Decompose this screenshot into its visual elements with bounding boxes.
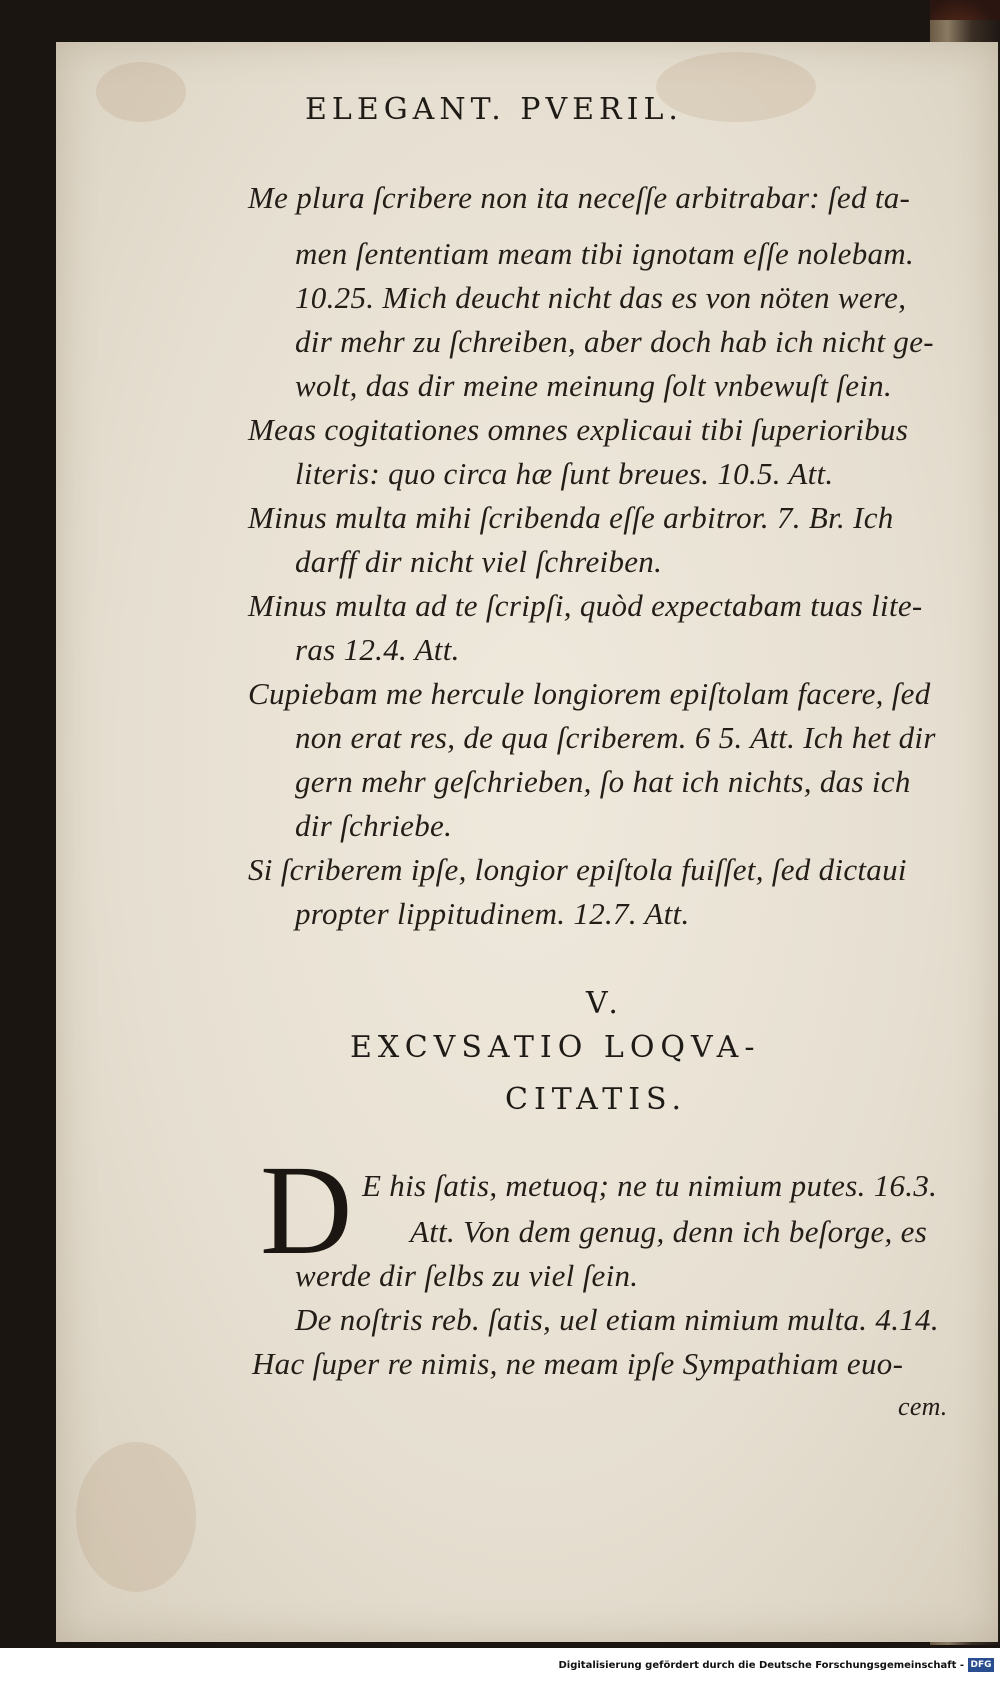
text-line: dir mehr zu ſchreiben, aber doch hab ich nicht ge-	[295, 324, 934, 359]
text-line: Cupiebam me hercule longiorem epiſtolam facere, ſed	[248, 676, 931, 711]
text-line: Minus multa ad te ſcripſi, quòd expectabam tuas lite-	[248, 588, 923, 623]
section-title: EXCVSATIO LOQVA-	[350, 1030, 761, 1065]
text-line: werde dir ſelbs zu viel ſein.	[295, 1258, 639, 1293]
text-line: non erat res, de qua ſcriberem. 6 5. Att. Ich het dir	[295, 720, 936, 755]
text-line: dir ſchriebe.	[295, 808, 453, 843]
running-head: ELEGANT. PVERIL.	[305, 92, 683, 127]
text-line: Meas cogitationes omnes explicaui tibi ſuperioribus	[248, 412, 909, 447]
text-line: propter lippitudinem. 12.7. Att.	[295, 896, 690, 931]
section-title: CITATIS.	[505, 1082, 688, 1117]
dfg-logo: DFG	[968, 1658, 994, 1672]
text-line: De noſtris reb. ſatis, uel etiam nimium multa. 4.14.	[295, 1302, 939, 1337]
footer	[0, 1648, 1000, 1696]
footer-credit: Digitalisierung gefördert durch die Deutsche Forschungsgemeinschaft -	[558, 1660, 964, 1671]
text-line: Me plura ſcribere non ita neceſſe arbitrabar: ſed ta-	[248, 180, 911, 215]
text-line: ras 12.4. Att.	[295, 632, 460, 667]
text-line: literis: quo circa hæ ſunt breues. 10.5. Att.	[295, 456, 834, 491]
text-line: E his ſatis, metuoq; ne tu nimium putes. 16.3.	[362, 1168, 938, 1203]
text-line: gern mehr geſchrieben, ſo hat ich nichts, das ich	[295, 764, 911, 799]
text-line: men ſententiam meam tibi ignotam eſſe nolebam.	[295, 236, 915, 271]
text-line: 10.25. Mich deucht nicht das es von nöten were,	[295, 280, 907, 315]
text-line: Si ſcriberem ipſe, longior epiſtola fuiſſet, ſed dictaui	[248, 852, 907, 887]
text-line: Minus multa mihi ſcribenda eſſe arbitror. 7. Br. Ich	[248, 500, 894, 535]
page-stain	[76, 1442, 196, 1592]
catchword: cem.	[898, 1392, 948, 1421]
page-stain	[96, 62, 186, 122]
drop-cap: D	[260, 1139, 353, 1281]
text-line: darff dir nicht viel ſchreiben.	[295, 544, 663, 579]
text-line: Att. Von dem genug, denn ich beſorge, es	[410, 1214, 928, 1249]
section-number: V.	[586, 986, 624, 1021]
text-line: Hac ſuper re nimis, ne meam ipſe Sympathiam euo-	[252, 1346, 904, 1381]
text-line: wolt, das dir meine meinung ſolt vnbewuſt ſein.	[295, 368, 893, 403]
